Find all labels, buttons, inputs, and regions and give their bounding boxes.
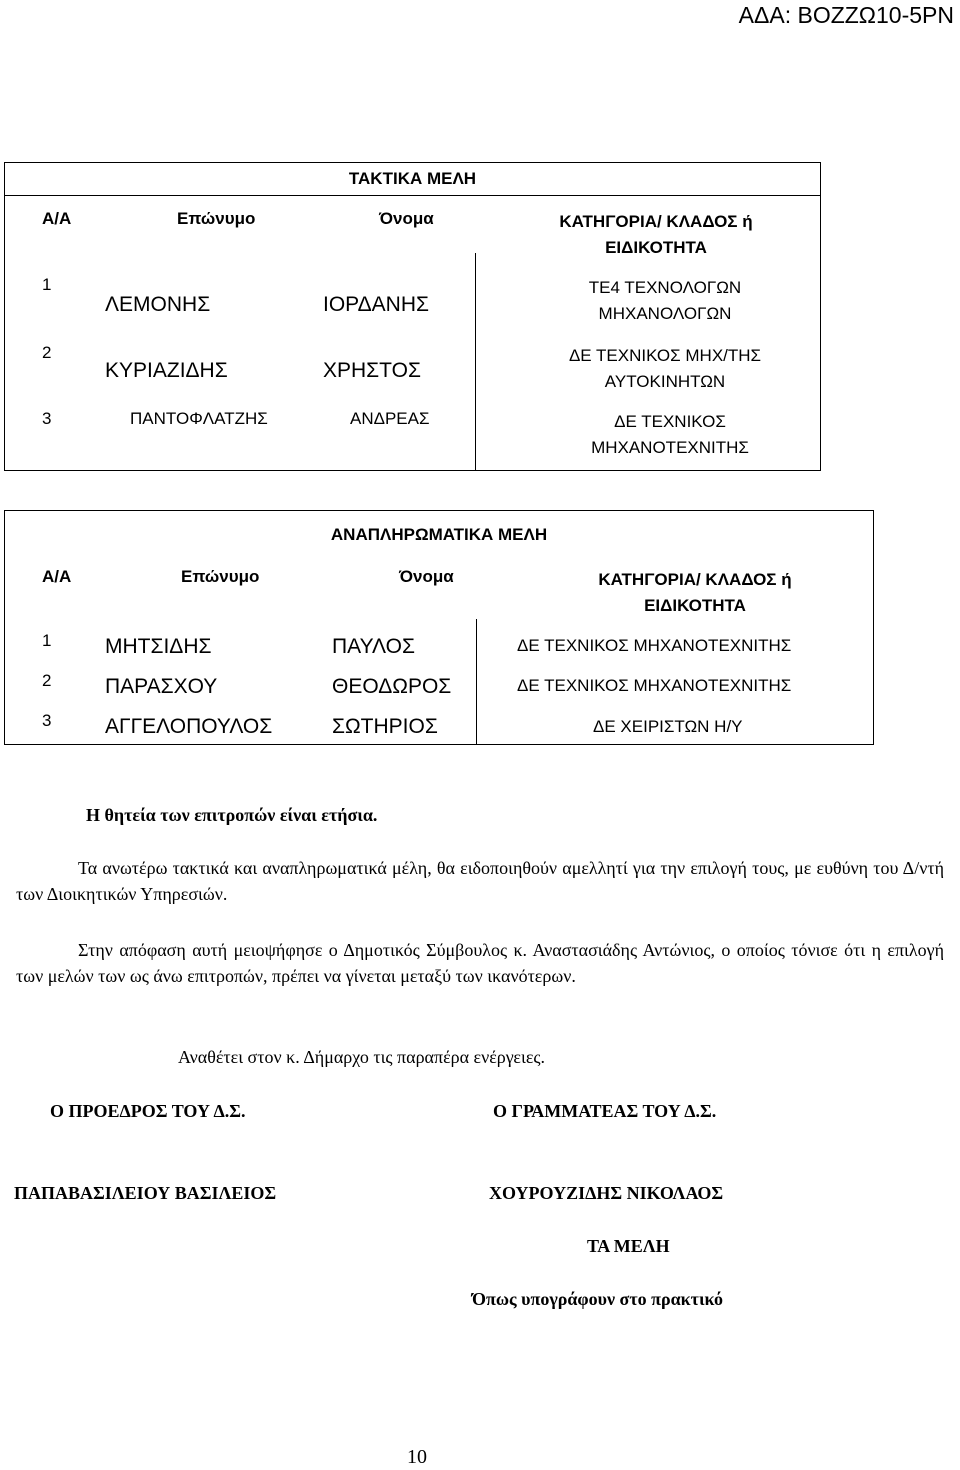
row-num: 3 bbox=[42, 409, 52, 428]
row-num: 3 bbox=[42, 711, 52, 730]
substitute-members-table bbox=[4, 510, 874, 745]
row-name: ΣΩΤΗΡΙΟΣ bbox=[332, 715, 438, 738]
col-header-surname: Επώνυμο bbox=[177, 209, 256, 228]
paragraph-notification: Τα ανωτέρω τακτικά και αναπληρωματικά μέλη, θα ειδοποιηθούν αμελλητί για την επιλογή τους, με ευθύνη του Δ/ντή των Διοικητικών Υπηρεσιών. bbox=[16, 858, 944, 904]
president-name: ΠΑΠΑΒΑΣΙΛΕΙΟΥ ΒΑΣΙΛΕΙΟΣ bbox=[14, 1183, 277, 1203]
ada-code: ΑΔΑ: ΒΟΖΖΩ10-5ΡΝ bbox=[738, 2, 954, 28]
row-num: 1 bbox=[42, 631, 52, 650]
secretary-name: ΧΟΥΡΟΥΖΙΔΗΣ ΝΙΚΟΛΑΟΣ bbox=[489, 1183, 724, 1203]
page-number: 10 bbox=[407, 1446, 427, 1468]
president-title: Ο ΠΡΟΕΔΡΟΣ ΤΟΥ Δ.Σ. bbox=[50, 1101, 246, 1121]
row-num: 2 bbox=[42, 343, 52, 362]
row-name: ΠΑΥΛΟΣ bbox=[332, 635, 415, 658]
row-surname: ΛΕΜΟΝΗΣ bbox=[105, 293, 211, 316]
col-header-name: Όνομα bbox=[399, 567, 454, 586]
col-header-name: Όνομα bbox=[379, 209, 434, 228]
row-num: 2 bbox=[42, 671, 52, 690]
row-category: ΔΕ ΤΕΧΝΙΚΟΣ ΜΗΧΑΝΟΤΕΧΝΙΤΗΣ bbox=[517, 676, 792, 695]
table-title: ΤΑΚΤΙΚΑ ΜΕΛΗ bbox=[348, 169, 477, 188]
row-category: ΔΕ ΤΕΧΝΙΚΟΣ ΜΗΧ/ΤΗΣ ΑΥΤΟΚΙΝΗΤΩΝ bbox=[568, 346, 762, 391]
paragraph-assignment: Αναθέτει στον κ. Δήμαρχο τις παραπέρα ενέργειες. bbox=[178, 1047, 546, 1067]
paragraph-dissent: Στην απόφαση αυτή μειοψήφησε ο Δημοτικός Σύμβουλος κ. Αναστασιάδης Αντώνιος, ο οποίος τόνισε ότι η επιλογή των μελών των ως άνω επιτροπών, πρέπει να γίνεται μεταξύ των ικανότερων. bbox=[16, 940, 944, 986]
col-header-category: ΚΑΤΗΓΟΡΙΑ/ ΚΛΑΔΟΣ ή ΕΙΔΙΚΟΤΗΤΑ bbox=[598, 570, 792, 615]
row-surname: ΠΑΡΑΣΧΟΥ bbox=[105, 675, 218, 698]
row-name: ΧΡΗΣΤΟΣ bbox=[323, 359, 421, 382]
col-header-num: Α/Α bbox=[42, 567, 72, 586]
members-label: ΤΑ ΜΕΛΗ bbox=[587, 1236, 670, 1256]
row-name: ΙΟΡΔΑΝΗΣ bbox=[323, 293, 429, 316]
secretary-title: Ο ΓΡΑΜΜΑΤΕΑΣ ΤΟΥ Δ.Σ. bbox=[493, 1101, 717, 1121]
table-title: ΑΝΑΠΛΗΡΩΜΑΤΙΚΑ ΜΕΛΗ bbox=[330, 525, 548, 544]
col-header-surname: Επώνυμο bbox=[181, 567, 260, 586]
row-name: ΘΕΟΔΩΡΟΣ bbox=[332, 675, 452, 698]
row-surname: ΜΗΤΣΙΔΗΣ bbox=[105, 635, 212, 658]
regular-members-table bbox=[4, 162, 821, 471]
row-surname: ΑΓΓΕΛΟΠΟΥΛΟΣ bbox=[105, 715, 273, 738]
row-name: ΑΝΔΡΕΑΣ bbox=[350, 409, 430, 428]
row-surname: ΠΑΝΤΟΦΛΑΤΖΗΣ bbox=[130, 409, 268, 428]
row-category: ΤΕ4 ΤΕΧΝΟΛΟΓΩΝ ΜΗΧΑΝΟΛΟΓΩΝ bbox=[588, 278, 742, 323]
row-surname: ΚΥΡΙΑΖΙΔΗΣ bbox=[105, 359, 228, 382]
row-num: 1 bbox=[42, 275, 52, 294]
col-header-category: ΚΑΤΗΓΟΡΙΑ/ ΚΛΑΔΟΣ ή ΕΙΔΙΚΟΤΗΤΑ bbox=[559, 212, 753, 257]
row-category: ΔΕ ΧΕΙΡΙΣΤΩΝ Η/Υ bbox=[593, 717, 743, 736]
as-signed-note: Όπως υπογράφουν στο πρακτικό bbox=[472, 1289, 724, 1309]
row-category: ΔΕ ΤΕΧΝΙΚΟΣ ΜΗΧΑΝΟΤΕΧΝΙΤΗΣ bbox=[517, 636, 792, 655]
row-category: ΔΕ ΤΕΧΝΙΚΟΣ ΜΗΧΑΝΟΤΕΧΝΙΤΗΣ bbox=[591, 412, 749, 457]
term-note: Η θητεία των επιτροπών είναι ετήσια. bbox=[86, 805, 378, 825]
col-header-num: Α/Α bbox=[42, 209, 72, 228]
